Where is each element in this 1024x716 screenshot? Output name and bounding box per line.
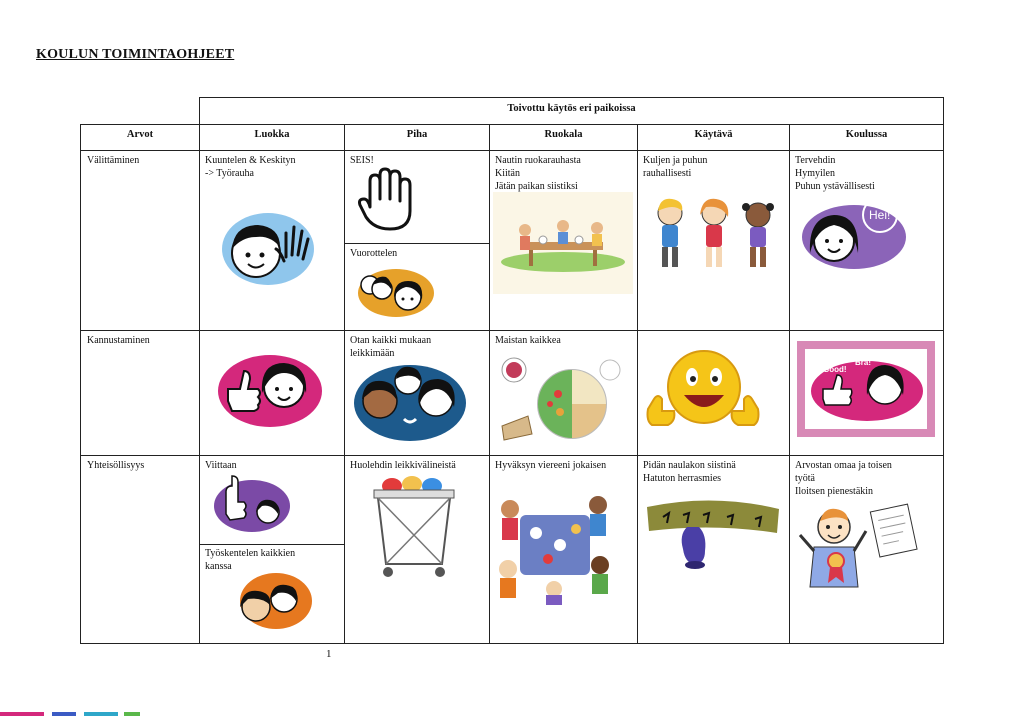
column-header-arvot: Arvot [126, 129, 154, 140]
cell-text: Huolehdin leikkivälineistä [350, 460, 456, 471]
table-border [489, 124, 490, 644]
children-group-icon [356, 263, 436, 319]
column-header-koulussa: Koulussa [845, 129, 888, 140]
table-border [80, 124, 944, 125]
cell-text: Viittaan [205, 460, 237, 471]
table-border [789, 124, 790, 644]
table-border-bottom [80, 643, 944, 644]
table-border [943, 97, 944, 644]
table-border [80, 330, 944, 331]
cell-text: Otan kaikki mukaan leikkimään [350, 335, 432, 359]
footer-color-strip [124, 712, 140, 716]
column-header-piha: Piha [406, 129, 428, 140]
column-header-ruokala: Ruokala [544, 129, 583, 140]
row-value-kannustaminen: Kannustaminen [87, 335, 150, 346]
table-border [344, 124, 345, 644]
cell-text: SEIS! [350, 155, 374, 166]
praise-word: Bra! [855, 358, 872, 367]
table-border [199, 544, 344, 545]
column-header-luokka: Luokka [254, 129, 290, 140]
cell-text: Kuuntelen & Keskityn -> Työrauha [205, 155, 296, 179]
column-header-kaytava: Käytävä [694, 129, 733, 140]
speech-bubble-text: Hei! [869, 208, 891, 222]
raised-hand-icon [212, 472, 292, 534]
footer-color-strip [84, 712, 118, 716]
footer-color-strip [52, 712, 76, 716]
cell-text: Pidän naulakon siistinä Hatuton herrasmies [643, 460, 736, 484]
cell-text: Arvostan omaa ja toisen työtä Iloitsen pienestäkin [795, 460, 892, 497]
cell-text: Tervehdin Hymyilen Puhun ystävällisesti [795, 155, 875, 192]
cell-text: Hyväksyn viereeni jokaisen [495, 460, 607, 471]
picnic-table-icon [493, 192, 633, 294]
dining-group-icon [496, 485, 612, 605]
table-border-top [199, 97, 944, 98]
thumbs-up-child-icon [214, 349, 324, 431]
working-together-icon [234, 571, 314, 631]
page-number: 1 [326, 648, 332, 660]
praise-word: Hyvä! [809, 355, 831, 364]
cell-text: Kuljen ja puhun rauhallisesti [643, 155, 708, 179]
cell-text: Maistan kaikkea [495, 335, 561, 346]
waving-child-icon [216, 207, 316, 289]
table-border [80, 455, 944, 456]
proud-student-icon [796, 497, 926, 603]
hand-stop-icon [356, 167, 416, 233]
healthy-plate-icon [498, 354, 622, 444]
toy-cart-icon [368, 474, 460, 582]
behavior-table [80, 97, 944, 644]
row-value-yhteisollisyys: Yhteisöllisyys [87, 460, 145, 471]
table-border [80, 150, 944, 151]
table-border [637, 124, 638, 644]
coat-rack-icon [643, 495, 783, 575]
table-border [199, 97, 200, 644]
smiley-thumbs-up-icon [644, 345, 762, 437]
walking-children-icon [646, 193, 782, 279]
super-header: Toivottu käytös eri paikoissa [507, 103, 636, 114]
page-title: KOULUN TOIMINTAOHJEET [36, 47, 235, 62]
table-border [344, 243, 489, 244]
cell-text: Nautin ruokarauhasta Kiitän Jätän paikan siistiksi [495, 155, 581, 192]
greeting-child-icon [796, 193, 908, 273]
praise-word: Good! [823, 365, 847, 374]
row-value-valittaminen: Välittäminen [87, 155, 140, 166]
cell-text: Vuorottelen [350, 248, 398, 259]
playing-children-icon [350, 359, 468, 443]
cell-text: Työskentelen kaikkien kanssa [205, 548, 296, 572]
footer-color-strip [0, 712, 44, 716]
table-border [80, 124, 81, 644]
